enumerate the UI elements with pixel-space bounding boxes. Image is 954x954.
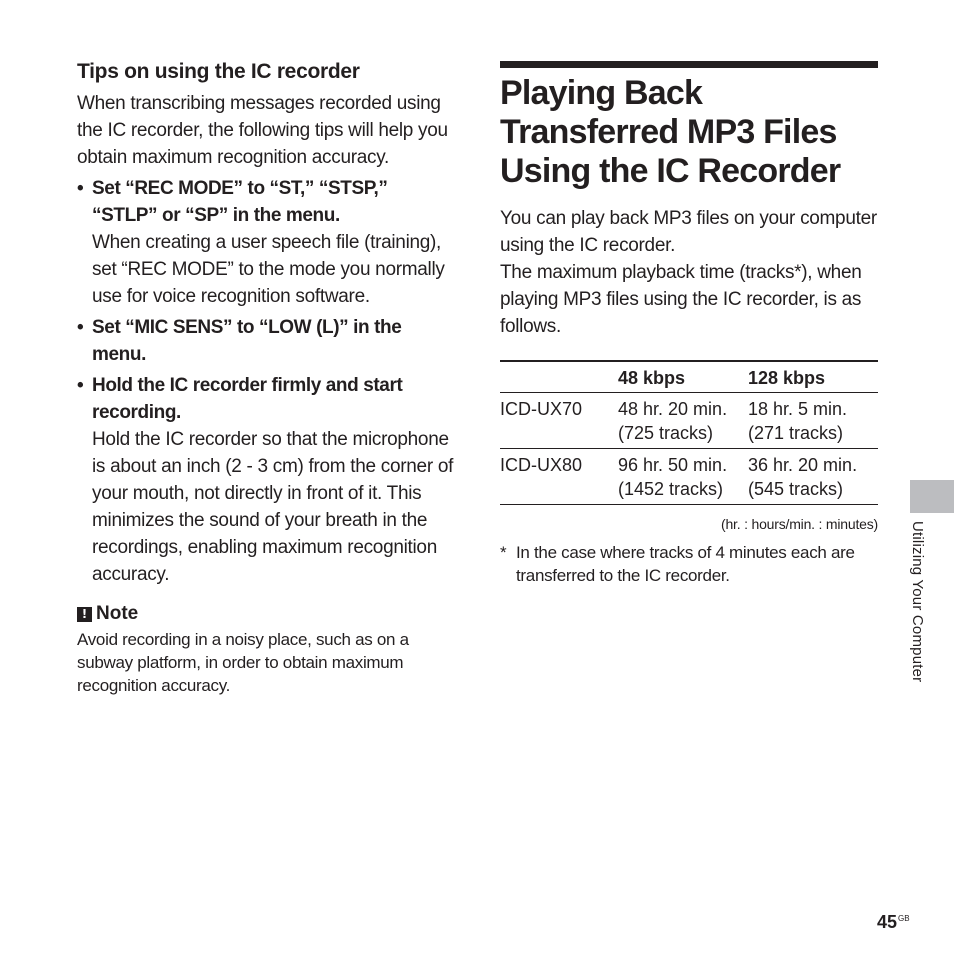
note-body: Avoid recording in a noisy place, such as on a subway platform, in order to obtain maximum recognition accuracy. (77, 630, 409, 695)
time-value: 18 hr. 5 min. (748, 399, 848, 419)
right-column (500, 61, 878, 587)
bullet-icon: • (77, 178, 84, 199)
note-icon: ! (77, 607, 92, 622)
tips-list (77, 175, 457, 588)
tracks-value: (1452 tracks) (618, 479, 724, 499)
bullet-icon: • (77, 375, 84, 396)
tracks-value: (725 tracks) (618, 423, 714, 443)
table-header-row (500, 361, 878, 393)
tip-heading: Set “REC MODE” to “ST,” “STSP,” “STLP” or “SP” in the menu. (92, 178, 388, 226)
footnote-mark: * (500, 543, 507, 562)
footnote-text: In the case where tracks of 4 minutes each are transferred to the IC recorder. (516, 543, 855, 585)
table-header-128kbps: 128 kbps (748, 361, 878, 393)
tip-item (77, 314, 457, 368)
left-column (77, 58, 457, 697)
table-cell-48kbps (618, 393, 748, 449)
table-cell-48kbps (618, 449, 748, 505)
playback-time-table (500, 360, 878, 505)
page-number-value: 45 (877, 912, 898, 932)
table-header-model (500, 361, 618, 393)
tip-body: Hold the IC recorder so that the microphone is about an inch (2 - 3 cm) from the corner of your mouth, not directly in front of it. This minimizes the sound of your breath in the recordings, enabling maximum recognition accuracy. (92, 429, 454, 585)
tip-item (77, 175, 457, 310)
page-title (500, 74, 878, 191)
table-cell-128kbps (748, 393, 878, 449)
tip-body: When creating a user speech file (training), set “REC MODE” to the mode you normally use for voice recognition software. (92, 232, 445, 307)
section-label: Utilizing Your Computer (909, 521, 926, 683)
footnote (500, 541, 878, 587)
table-cell-model: ICD-UX70 (500, 393, 618, 449)
tips-heading: Tips on using the IC recorder (77, 60, 360, 83)
time-value: 36 hr. 20 min. (748, 455, 858, 475)
tip-item (77, 372, 457, 588)
intro-line-1: You can play back MP3 files on your computer using the IC recorder. (500, 208, 877, 256)
page-number (877, 907, 910, 934)
tracks-value: (271 tracks) (748, 423, 844, 443)
intro-paragraph (500, 205, 878, 340)
intro-line-2: The maximum playback time (tracks*), when playing MP3 files using the IC recorder, is as follows. (500, 262, 862, 337)
tracks-value: (545 tracks) (748, 479, 844, 499)
page-number-suffix: GB (898, 914, 910, 923)
tip-heading: Set “MIC SENS” to “LOW (L)” in the menu. (92, 317, 402, 365)
bullet-icon: • (77, 317, 84, 338)
table-header-48kbps: 48 kbps (618, 361, 748, 393)
title-rule (500, 61, 878, 68)
note-heading (77, 602, 457, 626)
table-cell-128kbps (748, 449, 878, 505)
title-line: Playing Back (500, 74, 703, 112)
time-value: 96 hr. 50 min. (618, 455, 728, 475)
tips-intro: When transcribing messages recorded using the IC recorder, the following tips will help you obtain maximum recognition accuracy. (77, 93, 448, 168)
table-cell-model: ICD-UX80 (500, 449, 618, 505)
note-title: Note (96, 603, 139, 624)
units-legend: (hr. : hours/min. : minutes) (720, 516, 878, 532)
table-row (500, 449, 878, 505)
section-tab (910, 480, 954, 513)
tip-heading: Hold the IC recorder firmly and start recording. (92, 375, 403, 423)
time-value: 48 hr. 20 min. (618, 399, 728, 419)
table-row (500, 393, 878, 449)
title-line: Using the IC Recorder (500, 152, 841, 190)
title-line: Transferred MP3 Files (500, 113, 837, 151)
